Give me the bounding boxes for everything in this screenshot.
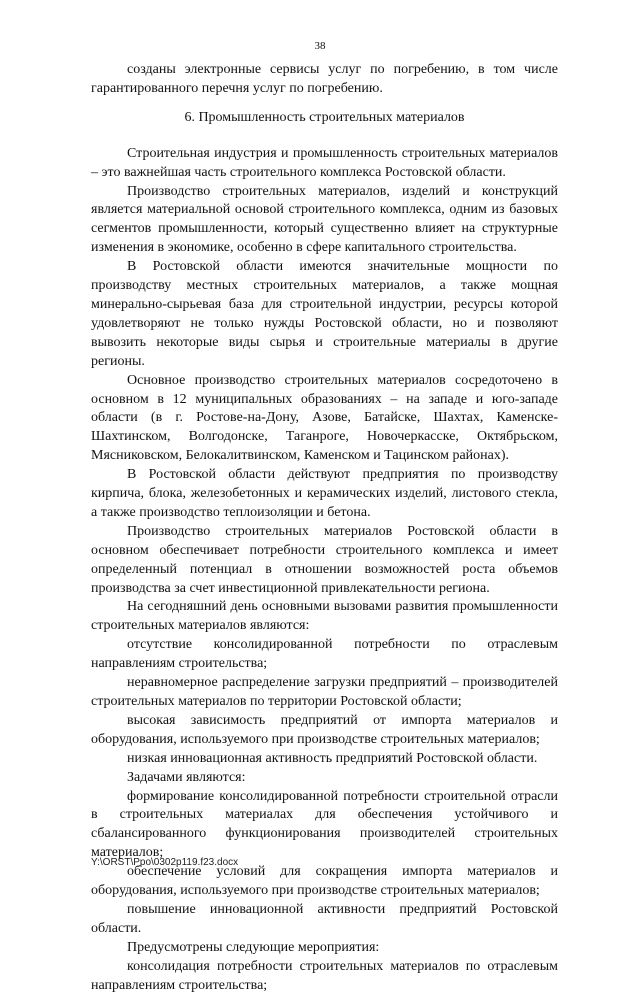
paragraph: Строительная индустрия и промышленность строительных материалов – это важнейшая часть строительного комплекса Ростовской области. [91,145,558,180]
list-item: высокая зависимость предприятий от импорта материалов и оборудования, используемого при производстве строительных материалов; [91,712,558,747]
list-item: консолидация потребности строительных материалов по отраслевым направлениям строительства; [91,958,558,993]
list-item: отсутствие консолидированной потребности по отраслевым направлениям строительства; [91,637,558,672]
paragraph: В Ростовской области действуют предприятия по производству кирпича, блока, железобетонных и керамических изделий, листового стекла, а также производство теплоизоляции и бетона. [91,467,558,520]
list-item: неравномерное распределение загрузки предприятий – производителей строительных материалов по территории Ростовской области; [91,675,558,709]
paragraph: Предусмотрены следующие мероприятия: [127,939,380,955]
paragraph: На сегодняшний день основными вызовами развития промышленности строительных материалов являются: [91,599,558,634]
paragraph: В Ростовской области имеются значительные мощности по производству местных строительных материалов, а также мощная минерально-сырьевая база для строительной индустрии, ресурсы которой удовлетворяют не только нужды Ростовской области, но и позволяют вывозить некоторые виды сырья и строительные материалы в другие регионы. [91,259,558,369]
list-item: низкая инновационная активность предприятий Ростовской области. [127,750,538,766]
paragraph: Основное производство строительных материалов сосредоточено в основном в 12 муниципальных образованиях – на западе и юго-западе области (в г. Ростове-на-Дону, Азове, Батайске, Шахтах, Каменске-Шахтинском, Волгодонске, Таганроге, Новочеркасске, Октябрьском, Мясниковском, Белокалитвинском, Каменском и Тацинском районах). [91,372,558,464]
paragraph: Задачами являются: [127,769,246,785]
footer-file-path: Y:\ORST\Ppo\0302p119.f23.docx [91,857,239,868]
page-number: 38 [314,40,326,52]
list-item: обеспечение условий для сокращения импорта материалов и оборудования, используемого при производстве строительных материалов; [91,864,558,899]
section-title: 6. Промышленность строительных материалов [184,109,465,125]
paragraph: Производство строительных материалов, изделий и конструкций является материальной основой строительного комплекса, одним из базовых сегментов промышленности, который существенно влияет на структурные изменения в экономике, особенно в сфере капитального строительства. [91,183,558,256]
list-item: повышение инновационной активности предприятий Ростовской области. [91,901,558,936]
document-body [91,61,558,996]
list-item: формирование консолидированной потребности строительной отрасли в строительных материалах для обеспечения устойчивого и сбалансированного функционирования производителей строительных материалов; [91,788,558,861]
paragraph: Производство строительных материалов Ростовской области в основном обеспечивает потребности строительного комплекса и имеет определенный потенциал в отношении возможностей роста объемов производства за счет инвестиционной привлекательности региона. [91,523,558,596]
paragraph-continuation: созданы электронные сервисы услуг по погребению, в том числе гарантированного перечня услуг по погребению. [91,62,558,96]
